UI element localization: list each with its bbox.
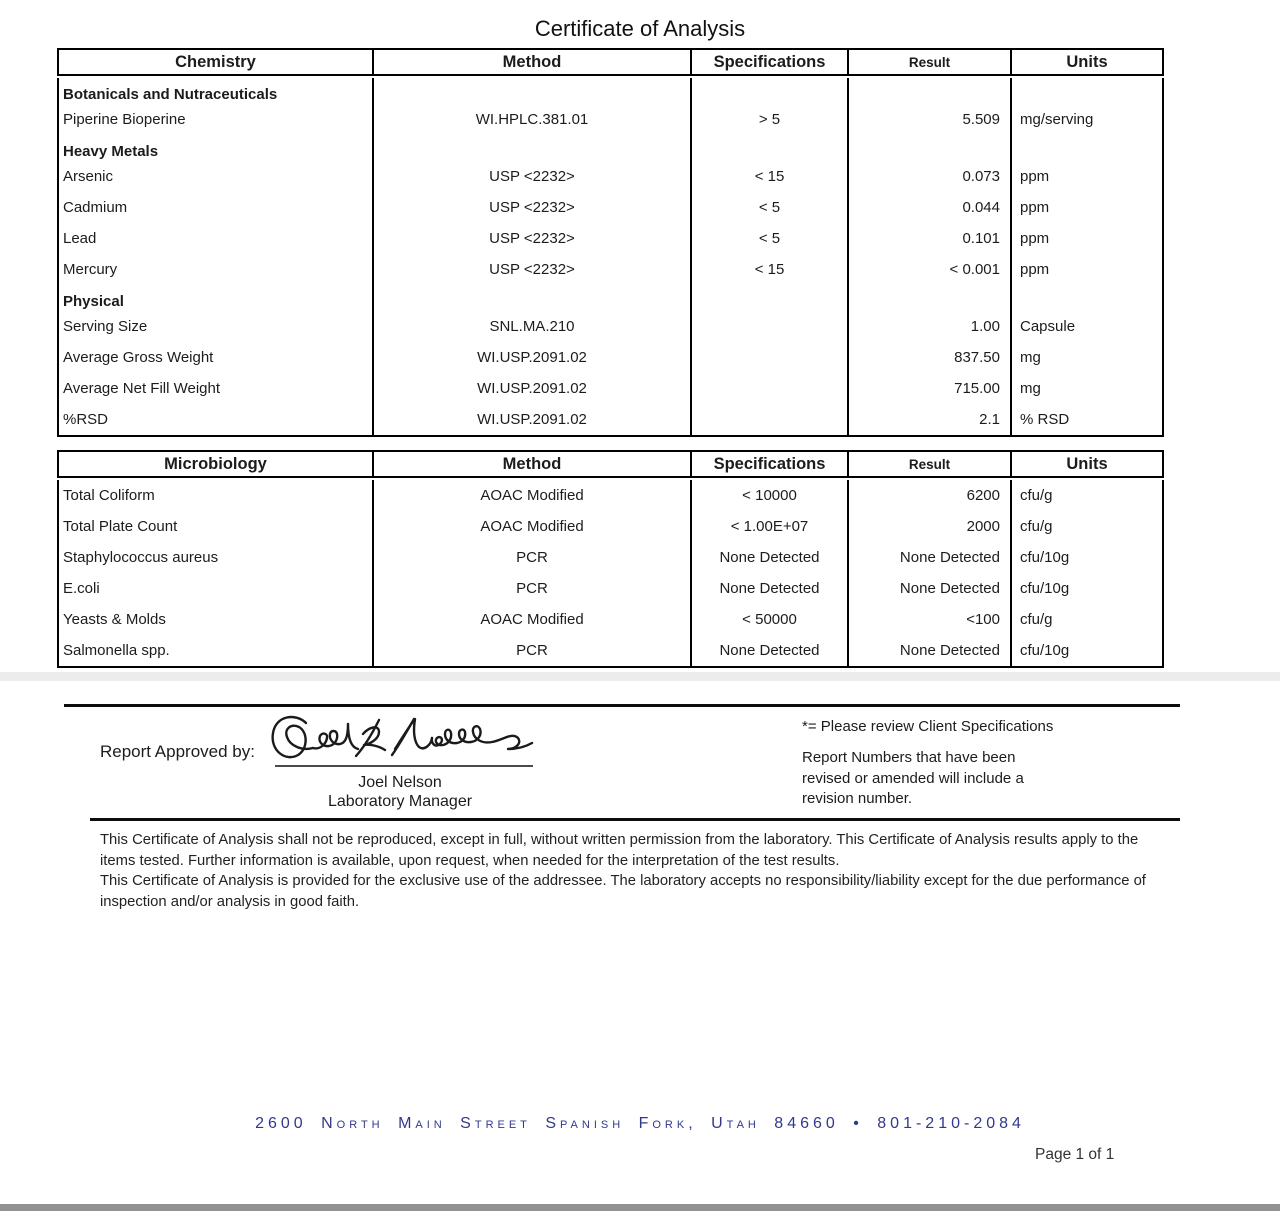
specification-cell: None Detected — [692, 573, 849, 604]
specification-cell — [692, 285, 849, 311]
specification-cell — [692, 404, 849, 435]
table-row — [59, 104, 1162, 135]
result-cell — [849, 78, 1012, 104]
analyte-cell: Cadmium — [59, 192, 374, 223]
method-cell — [374, 78, 692, 104]
microbiology-table — [57, 450, 1164, 668]
result-cell: < 0.001 — [849, 254, 1012, 285]
table-row — [59, 342, 1162, 373]
units-cell: mg/serving — [1020, 111, 1094, 128]
chemistry-table-body — [57, 78, 1164, 437]
method-cell: USP <2232> — [374, 161, 692, 192]
column-header-result: Result — [849, 452, 1012, 476]
specification-cell: None Detected — [692, 635, 849, 666]
result-cell: 2000 — [849, 511, 1012, 542]
analyte-cell: Arsenic — [59, 161, 374, 192]
report-approved-label: Report Approved by: — [100, 742, 255, 761]
client-spec-note: *= Please review Client Specifications — [802, 718, 1054, 735]
section-label: Botanicals and Nutraceuticals — [59, 78, 374, 104]
method-cell: USP <2232> — [374, 254, 692, 285]
method-cell — [374, 285, 692, 311]
table-row — [59, 223, 1162, 254]
method-cell: USP <2232> — [374, 223, 692, 254]
method-cell: PCR — [374, 635, 692, 666]
table-row — [59, 404, 1162, 435]
units-cell: cfu/10g — [1020, 642, 1070, 659]
analyte-cell: Average Gross Weight — [59, 342, 374, 373]
units-cell: ppm — [1020, 261, 1050, 278]
result-cell: 5.509 — [849, 104, 1012, 135]
units-cell: cfu/10g — [1020, 580, 1070, 597]
result-cell: 0.073 — [849, 161, 1012, 192]
method-cell: WI.USP.2091.02 — [374, 373, 692, 404]
specification-cell: < 15 — [692, 161, 849, 192]
column-header-chemistry: Chemistry — [59, 50, 374, 74]
units-cell — [1012, 78, 1162, 104]
disclaimer-paragraph-1: This Certificate of Analysis shall not be reproduced, except in full, without written permission from the laboratory. This Certificate of Analysis results apply to the items tested. Further information is available, upon request, when needed for the interpretation of the test results. — [100, 832, 1139, 869]
table-row — [59, 311, 1162, 342]
section-label: Heavy Metals — [59, 135, 374, 161]
specification-cell: < 5 — [692, 192, 849, 223]
result-cell: 6200 — [849, 480, 1012, 511]
result-cell: 0.044 — [849, 192, 1012, 223]
signer-title: Laboratory Manager — [327, 793, 473, 810]
method-cell: PCR — [374, 542, 692, 573]
units-cell: cfu/g — [1020, 611, 1053, 628]
method-cell: WI.HPLC.381.01 — [374, 104, 692, 135]
units-cell: cfu/g — [1020, 518, 1053, 535]
analyte-cell: Mercury — [59, 254, 374, 285]
signature — [262, 710, 542, 770]
signature-icon — [262, 710, 542, 770]
units-cell: Capsule — [1020, 318, 1076, 335]
column-header-specifications: Specifications — [692, 452, 849, 476]
chemistry-table — [57, 48, 1164, 437]
method-cell — [374, 135, 692, 161]
units-cell: mg — [1020, 380, 1041, 397]
column-header-units: Units — [1066, 454, 1108, 473]
units-cell: cfu/g — [1020, 487, 1053, 504]
table-row — [59, 573, 1162, 604]
result-cell: None Detected — [849, 573, 1012, 604]
units-cell — [1012, 285, 1162, 311]
result-cell: 715.00 — [849, 373, 1012, 404]
specification-cell: < 5 — [692, 223, 849, 254]
result-cell: None Detected — [849, 542, 1012, 573]
table-row — [59, 542, 1162, 573]
specification-cell — [692, 311, 849, 342]
divider-rule-bottom — [90, 818, 1180, 821]
specification-cell — [692, 373, 849, 404]
table-row — [59, 161, 1162, 192]
specification-cell: None Detected — [692, 542, 849, 573]
method-cell: AOAC Modified — [374, 480, 692, 511]
result-cell — [849, 135, 1012, 161]
signer-name: Joel Nelson — [358, 774, 442, 791]
result-cell: <100 — [849, 604, 1012, 635]
units-cell: cfu/10g — [1020, 549, 1070, 566]
method-cell: WI.USP.2091.02 — [374, 404, 692, 435]
microbiology-table-body — [57, 480, 1164, 668]
table-row — [59, 480, 1162, 511]
units-cell: ppm — [1020, 230, 1050, 247]
disclaimer-paragraph-2: This Certificate of Analysis is provided for the exclusive use of the addressee. The laboratory accepts no responsibility/liability except for the due performance of inspection and/or analysis in good faith. — [100, 873, 1146, 910]
scan-edge-strip — [0, 1204, 1280, 1211]
analyte-cell: Average Net Fill Weight — [59, 373, 374, 404]
method-cell: SNL.MA.210 — [374, 311, 692, 342]
result-cell: 1.00 — [849, 311, 1012, 342]
scan-artifact-strip — [0, 672, 1280, 681]
column-header-method: Method — [374, 50, 692, 74]
specification-cell — [692, 342, 849, 373]
analyte-cell: Salmonella spp. — [59, 635, 374, 666]
page-title: Certificate of Analysis — [534, 16, 746, 41]
analyte-cell: Piperine Bioperine — [59, 104, 374, 135]
specification-cell: < 10000 — [692, 480, 849, 511]
analyte-cell: E.coli — [59, 573, 374, 604]
result-cell — [849, 285, 1012, 311]
specification-cell: < 15 — [692, 254, 849, 285]
result-cell: None Detected — [849, 635, 1012, 666]
divider-rule-top — [64, 704, 1180, 707]
units-cell: ppm — [1020, 199, 1050, 216]
method-cell: USP <2232> — [374, 192, 692, 223]
table-row — [59, 192, 1162, 223]
specification-cell — [692, 78, 849, 104]
revision-note: Report Numbers that have been revised or amended will include a revision number. — [802, 749, 1024, 807]
table-row — [59, 373, 1162, 404]
analyte-cell: Yeasts & Molds — [59, 604, 374, 635]
units-cell: ppm — [1020, 168, 1050, 185]
column-header-microbiology: Microbiology — [59, 452, 374, 476]
specification-cell: < 50000 — [692, 604, 849, 635]
result-cell: 2.1 — [849, 404, 1012, 435]
analyte-cell: Staphylococcus aureus — [59, 542, 374, 573]
column-header-specifications: Specifications — [692, 50, 849, 74]
analyte-cell: %RSD — [59, 404, 374, 435]
result-cell: 837.50 — [849, 342, 1012, 373]
table-row — [59, 511, 1162, 542]
column-header-method: Method — [374, 452, 692, 476]
column-header-units: Units — [1066, 52, 1108, 71]
analyte-cell: Total Coliform — [59, 480, 374, 511]
disclaimer — [100, 830, 1146, 912]
analyte-cell: Serving Size — [59, 311, 374, 342]
chemistry-table-header — [57, 48, 1164, 76]
units-cell — [1012, 135, 1162, 161]
table-row — [59, 78, 1162, 104]
units-cell: % RSD — [1020, 411, 1070, 428]
specification-cell: < 1.00E+07 — [692, 511, 849, 542]
column-header-result: Result — [849, 50, 1012, 74]
method-cell: AOAC Modified — [374, 511, 692, 542]
result-cell: 0.101 — [849, 223, 1012, 254]
method-cell: WI.USP.2091.02 — [374, 342, 692, 373]
specification-cell: > 5 — [692, 104, 849, 135]
analyte-cell: Total Plate Count — [59, 511, 374, 542]
table-row — [59, 285, 1162, 311]
page-number: Page 1 of 1 — [1035, 1146, 1115, 1163]
section-label: Physical — [59, 285, 374, 311]
table-row — [59, 635, 1162, 666]
method-cell: AOAC Modified — [374, 604, 692, 635]
analyte-cell: Lead — [59, 223, 374, 254]
units-cell: mg — [1020, 349, 1041, 366]
table-row — [59, 135, 1162, 161]
table-row — [59, 604, 1162, 635]
signature-line — [275, 765, 533, 767]
microbiology-table-header — [57, 450, 1164, 478]
method-cell: PCR — [374, 573, 692, 604]
table-row — [59, 254, 1162, 285]
specification-cell — [692, 135, 849, 161]
lab-address: 2600 North Main Street Spanish Fork, Utah 84660 • 801-210-2084 — [255, 1115, 1025, 1132]
